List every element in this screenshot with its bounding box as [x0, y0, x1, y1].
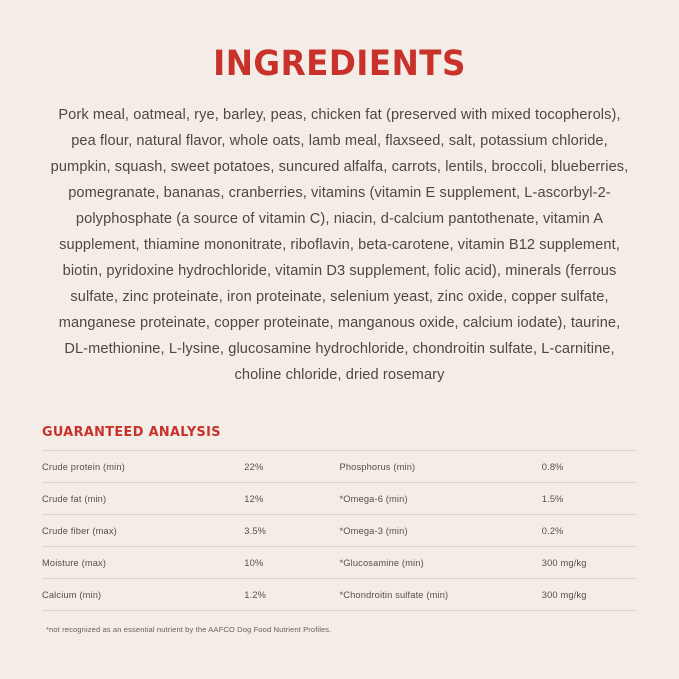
table-row: [42, 483, 637, 515]
nutrient-label: *Omega-6 (min): [339, 483, 541, 515]
nutrient-value: 0.8%: [542, 451, 637, 483]
nutrient-value: 10%: [244, 547, 339, 579]
nutrient-value: 22%: [244, 451, 339, 483]
nutrient-value: 0.2%: [542, 515, 637, 547]
table-row: [42, 451, 637, 483]
nutrient-label: Crude protein (min): [42, 451, 244, 483]
page-title: INGREDIENTS: [213, 44, 466, 84]
nutrient-value: 300 mg/kg: [542, 547, 637, 579]
nutrient-label: Crude fat (min): [42, 483, 244, 515]
nutrient-value: 1.2%: [244, 579, 339, 611]
nutrient-label: *Glucosamine (min): [339, 547, 541, 579]
nutrient-value: 300 mg/kg: [542, 579, 637, 611]
nutrient-label: Crude fiber (max): [42, 515, 244, 547]
nutrient-value: 1.5%: [542, 483, 637, 515]
nutrient-label: Phosphorus (min): [339, 451, 541, 483]
nutrient-value: 12%: [244, 483, 339, 515]
nutrient-label: *Chondroitin sulfate (min): [339, 579, 541, 611]
guaranteed-analysis-table: [42, 450, 637, 611]
nutrient-label: Moisture (max): [42, 547, 244, 579]
ingredients-text: Pork meal, oatmeal, rye, barley, peas, chicken fat (preserved with mixed tocopherols), pea flour, natural flavor, whole oats, lamb meal, flaxseed, salt, potassium chloride, pumpkin, squash, sweet potatoes, suncured alfalfa, carrots, lentils, broccoli, blueberries, pomegranate, bananas, cranberries, vitamins (vitamin E supplement, L-ascorbyl-2-polyphosphate (a source of vitamin C), niacin, d-calcium pantothenate, vitamin A supplement, thiamine mononitrate, riboflavin, beta-carotene, vitamin B12 supplement, biotin, pyridoxine hydrochloride, vitamin D3 supplement, folic acid), minerals (ferrous sulfate, zinc proteinate, iron proteinate, selenium yeast, zinc oxide, copper sulfate, manganese proteinate, copper proteinate, manganous oxide, calcium iodate), taurine, DL-methionine, L-lysine, glucosamine hydrochloride, chondroitin sulfate, L-carnitine, choline chloride, dried rosemary: [50, 107, 629, 383]
nutrient-value: 3.5%: [244, 515, 339, 547]
table-row: [42, 515, 637, 547]
table-footnote: *not recognized as an essential nutrient by the AAFCO Dog Food Nutrient Profiles.: [46, 625, 332, 634]
table-row: [42, 547, 637, 579]
nutrient-label: Calcium (min): [42, 579, 244, 611]
table-row: [42, 579, 637, 611]
nutrient-label: *Omega-3 (min): [339, 515, 541, 547]
guaranteed-analysis-heading: GUARANTEED ANALYSIS: [42, 424, 221, 440]
